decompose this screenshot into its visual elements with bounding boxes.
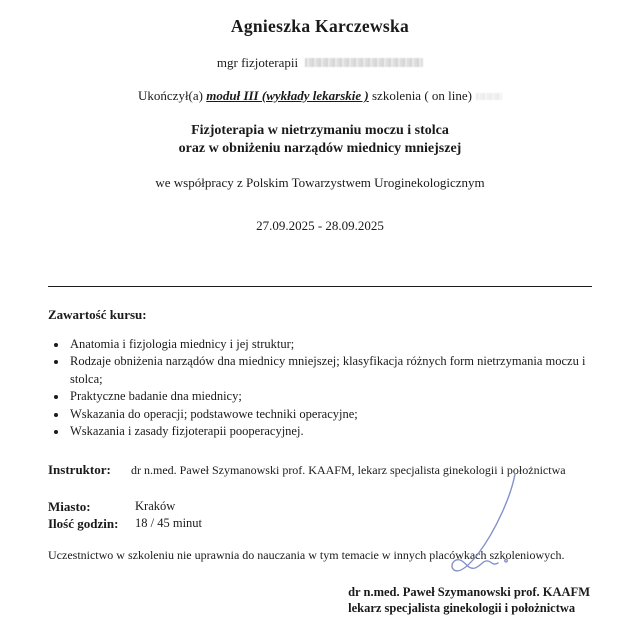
course-content-item: • Rodzaje obniżenia narządów dna miednicy mniejszej; klasyfikacja różnych form nietrzymania moczu i stolca; [68, 353, 592, 388]
redacted-text [305, 58, 423, 67]
meta-block [48, 499, 592, 532]
city-value: Kraków [135, 498, 176, 513]
recipient-name: Agnieszka Karczewska [230, 16, 410, 36]
completion-prefix: Ukończył(a) [138, 88, 207, 103]
section-divider [48, 286, 592, 287]
course-content-item: • Praktyczne badanie dna miednicy; [68, 388, 592, 406]
course-content-list [68, 336, 592, 441]
course-content-item: • Anatomia i fizjologia miednicy i jej struktur; [68, 336, 592, 354]
hours-label: Ilość godzin: [48, 515, 119, 531]
credentials-line [48, 55, 592, 71]
signature-block [348, 585, 590, 616]
instructor-row [48, 462, 592, 478]
course-title-line2: oraz w obniżeniu narządów miednicy mniejszej [178, 141, 462, 157]
course-dates: 27.09.2025 - 28.09.2025 [256, 217, 384, 233]
hours-value: 18 / 45 minut [135, 515, 203, 530]
course-content-item: • Wskazania do operacji; podstawowe techniki operacyjne; [68, 406, 592, 424]
redacted-text-small [476, 93, 502, 100]
signature-title: lekarz specjalista ginekologii i położnictwa [348, 600, 576, 615]
course-title-line1: Fizjoterapia w nietrzymaniu moczu i stolca [191, 123, 449, 138]
module-name: moduł III (wykłady lekarskie ) [206, 88, 369, 103]
city-label: Miasto: [48, 498, 91, 514]
disclaimer-text: Uczestnictwo w szkoleniu nie uprawnia do nauczania w tym temacie w innych placówkach szkoleniowych. [48, 547, 565, 562]
credentials-text: mgr fizjoterapii [216, 55, 299, 70]
course-content-heading: Zawartość kursu: [48, 306, 147, 322]
completion-suffix: szkolenia ( on line) [368, 88, 472, 103]
instructor-value: dr n.med. Paweł Szymanowski prof. KAAFM, lekarz specjalista ginekologii i położnictwa [131, 462, 566, 477]
course-content-item: • Wskazania i zasady fizjoterapii pooperacyjnej. [68, 423, 592, 441]
instructor-label: Instruktor: [48, 461, 111, 477]
signature-name: dr n.med. Paweł Szymanowski prof. KAAFM [348, 585, 590, 599]
cooperation-line: we współpracy z Polskim Towarzystwem Uroginekologicznym [155, 174, 485, 190]
completion-line [48, 88, 592, 104]
course-title [48, 122, 592, 159]
